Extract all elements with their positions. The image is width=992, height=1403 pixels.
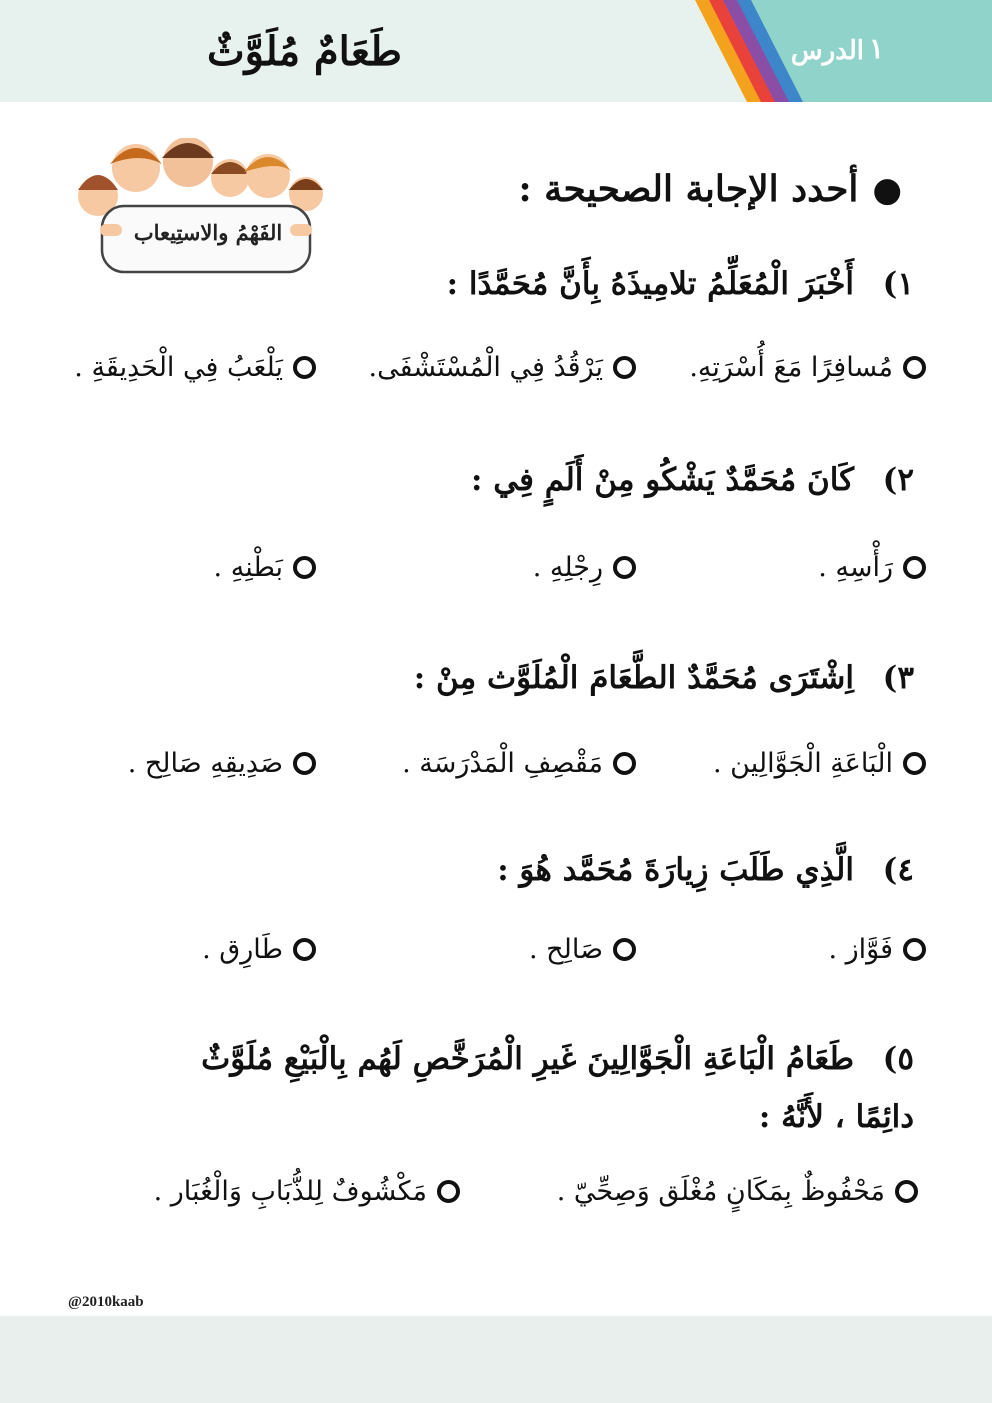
radio-button-icon[interactable] — [903, 938, 926, 961]
option-2-1[interactable] — [818, 552, 926, 583]
radio-button-icon[interactable] — [613, 556, 636, 579]
option-label: مَقْصِفِ الْمَدْرَسَة . — [402, 748, 603, 779]
instruction-heading — [518, 168, 902, 210]
question-number: ٣) — [882, 660, 914, 696]
question-1 — [447, 266, 914, 302]
question-number: ٢) — [882, 462, 914, 498]
page-title: طَعَامٌ مُلَوَّثٌ — [207, 28, 402, 75]
option-3-2[interactable] — [402, 748, 636, 779]
option-label: مَكْشُوفٌ لِلذُّبَابِ وَالْغُبَار . — [153, 1176, 427, 1207]
radio-button-icon[interactable] — [293, 752, 316, 775]
badge-label: الفَهْمُ والاستِيعاب — [133, 220, 283, 245]
kid-face-icon — [162, 138, 214, 187]
lesson-tab — [695, 0, 992, 102]
option-label: فَوَّاز . — [828, 934, 893, 965]
option-1-2[interactable] — [369, 352, 636, 383]
option-4-3[interactable] — [202, 934, 316, 965]
option-label: رِجْلِهِ . — [532, 552, 603, 583]
option-label: صَالِح . — [529, 934, 603, 965]
footer-band — [0, 1316, 992, 1403]
radio-button-icon[interactable] — [613, 356, 636, 379]
option-label: طَارِق . — [202, 934, 283, 965]
option-label: يَرْقُدُ فِي الْمُسْتَشْفَى. — [368, 352, 603, 383]
kid-face-icon — [110, 144, 162, 192]
question-text: أَخْبَرَ الْمُعَلِّمُ تلامِيذَهُ بِأَنَّ مُحَمَّدًا : — [446, 266, 854, 302]
radio-button-icon[interactable] — [613, 938, 636, 961]
option-5-1[interactable] — [557, 1176, 918, 1207]
question-text: كَانَ مُحَمَّدٌ يَشْكُو مِنْ أَلَمٍ فِي : — [471, 462, 854, 498]
radio-button-icon[interactable] — [293, 356, 316, 379]
lesson-number: ١ — [868, 32, 884, 65]
option-5-2[interactable] — [154, 1176, 460, 1207]
option-2-2[interactable] — [533, 552, 636, 583]
question-number: ٥) — [882, 1041, 914, 1077]
question-number: ٤) — [882, 852, 914, 888]
radio-button-icon[interactable] — [293, 556, 316, 579]
page-header — [0, 0, 992, 102]
option-label: رَأْسِهِ . — [818, 552, 893, 583]
radio-button-icon[interactable] — [903, 556, 926, 579]
kid-face-icon — [211, 159, 249, 197]
option-label: بَطْنِهِ . — [213, 552, 283, 583]
radio-button-icon[interactable] — [903, 356, 926, 379]
option-1-3[interactable] — [74, 352, 316, 383]
instruction-text: أحدد الإجابة الصحيحة : — [518, 168, 859, 210]
option-label: يَلْعَبُ فِي الْحَدِيقَةِ . — [74, 352, 283, 383]
option-label: الْبَاعَةِ الْجَوَّالِين . — [713, 748, 893, 779]
question-number: ١) — [882, 266, 914, 302]
option-3-3[interactable] — [128, 748, 316, 779]
option-label: صَدِيقِهِ صَالِح . — [127, 748, 283, 779]
kid-face-icon — [244, 154, 292, 198]
radio-button-icon[interactable] — [293, 938, 316, 961]
question-3 — [414, 660, 914, 696]
question-5 — [134, 1030, 914, 1146]
question-text: اِشْتَرَى مُحَمَّدٌ الطَّعَامَ الْمُلَوَّث مِنْ : — [413, 660, 854, 696]
question-2 — [471, 462, 914, 498]
question-text: الَّذِي طَلَبَ زِيارَةَ مُحَمَّد هُوَ : — [497, 852, 854, 888]
lesson-label: الدرس — [790, 36, 864, 66]
radio-button-icon[interactable] — [895, 1180, 918, 1203]
kids-badge-illustration — [70, 138, 330, 276]
radio-button-icon[interactable] — [903, 752, 926, 775]
option-label: مُسافِرًا مَعَ أُسْرَتِهِ. — [689, 352, 893, 383]
option-1-1[interactable] — [689, 352, 926, 383]
option-label: مَحْفُوظٌ بِمَكَانٍ مُغْلَق وَصِحِّيّ . — [556, 1176, 885, 1207]
radio-button-icon[interactable] — [437, 1180, 460, 1203]
question-4 — [497, 852, 914, 888]
option-3-1[interactable] — [713, 748, 926, 779]
radio-button-icon[interactable] — [613, 752, 636, 775]
author-handle: @2010kaab — [68, 1294, 144, 1310]
option-4-2[interactable] — [529, 934, 636, 965]
option-2-3[interactable] — [214, 552, 316, 583]
question-text: طَعَامُ الْبَاعَةِ الْجَوَّالِينَ غَيرِ الْمُرَخَّصِ لَهُم بِالْبَيْعِ مُلَوَّثٌ دائِمًا ، لأَنَّهُ : — [201, 1041, 914, 1135]
bullet-icon: ● — [872, 170, 902, 210]
option-4-1[interactable] — [828, 934, 926, 965]
